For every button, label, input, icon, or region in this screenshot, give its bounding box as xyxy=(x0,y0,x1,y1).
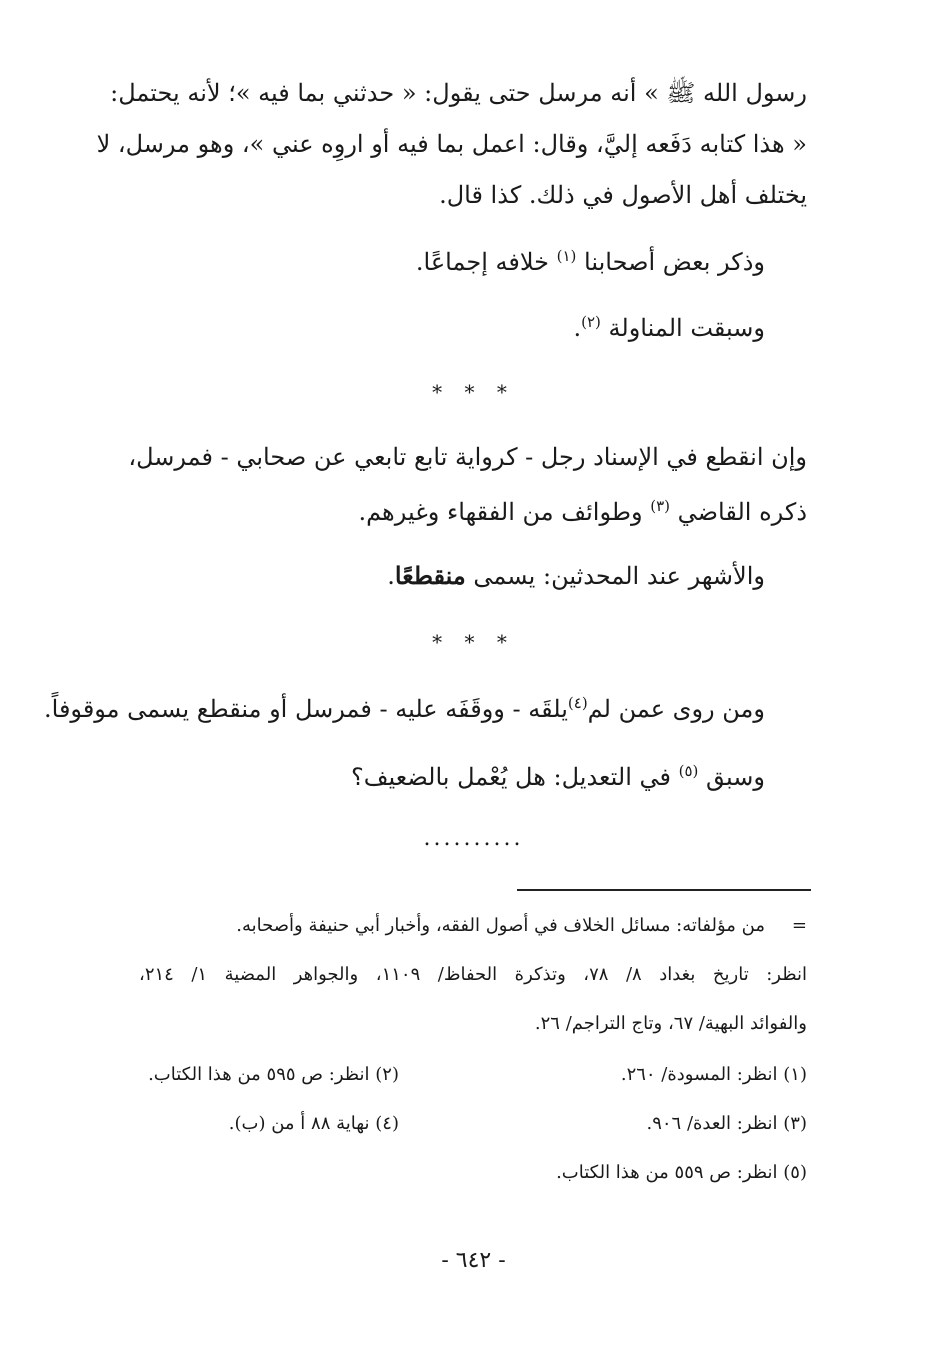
footnote-ref-2: (٢) xyxy=(581,313,601,331)
p4-text-after: وطوائف من الفقهاء وغيرهم. xyxy=(358,498,643,526)
body-paragraph-2 xyxy=(416,245,765,279)
body-paragraph-5 xyxy=(387,559,765,593)
footnote-rule xyxy=(517,889,811,891)
p7-text-before: وسبق xyxy=(706,763,765,791)
p4-text-before: ذكره القاضي xyxy=(677,498,807,526)
p2-text-before: وذكر بعض أصحابنا xyxy=(584,248,765,276)
section-separator-2: * * * xyxy=(432,630,515,654)
ellipsis-dots: .......... xyxy=(423,826,524,851)
body-line-2: « هذا كتابه دَفَعه إليَّ، وقال: اعمل بما فيه أو اروِه عني »، وهو مرسل، لا xyxy=(96,130,807,158)
p6-text-after: يلقَه - ووقَفَه عليه - فمرسل أو منقطع يسمى موقوفاً. xyxy=(44,695,568,723)
body-paragraph-3 xyxy=(573,311,765,345)
body-paragraph-4-line-1: وإن انقطع في الإسناد رجل - كرواية تابع تابعي عن صحابي - فمرسل، xyxy=(128,443,807,471)
footnote-ref-5: (٥) xyxy=(678,762,699,780)
p6-text-before: ومن روى عمن لم xyxy=(587,695,765,723)
footnote-cont-line-2: انظر: تاريخ بغداد ٨/ ٧٨، وتذكرة الحفاظ/ ١١٠٩، والجواهر المضية ١/ ٢١٤، xyxy=(139,964,808,985)
section-separator-1: * * * xyxy=(432,380,515,404)
p5-text-before: والأشهر عند المحدثين: يسمى xyxy=(473,562,765,590)
body-paragraph-6 xyxy=(44,692,765,726)
footnote-ref-1: (١) xyxy=(556,247,577,265)
footnote-1: (١) انظر: المسودة/ ٢٦٠. xyxy=(620,1064,807,1085)
p3-text-after: . xyxy=(573,314,582,342)
body-paragraph-7 xyxy=(351,760,765,794)
body-line-1: رسول الله ﷺ » أنه مرسل حتى يقول: « حدثني بما فيه »؛ لأنه يحتمل: xyxy=(110,79,807,107)
page-number: - ٦٤٢ - xyxy=(441,1248,506,1273)
footnote-cont-line-1: من مؤلفاته: مسائل الخلاف في أصول الفقه، وأخبار أبي حنيفة وأصحابه. xyxy=(236,915,765,936)
footnote-continuation-mark: = xyxy=(791,915,807,936)
footnote-3: (٣) انظر: العدة/ ٩٠٦. xyxy=(646,1113,807,1134)
footnote-ref-3: (٣) xyxy=(650,497,670,515)
p5-text-after: . xyxy=(387,562,395,590)
p2-text-after: خلافه إجماعًا. xyxy=(415,248,549,276)
footnote-2: (٢) انظر: ص ٥٩٥ من هذا الكتاب. xyxy=(148,1064,399,1085)
body-paragraph-4-line-2 xyxy=(358,495,807,529)
term-munqati: منقطعًا xyxy=(394,561,466,590)
body-line-3: يختلف أهل الأصول في ذلك. كذا قال. xyxy=(439,181,807,209)
footnote-ref-4: (٤) xyxy=(567,694,588,712)
p3-text-before: وسبقت المناولة xyxy=(608,314,765,342)
footnote-cont-line-3: والفوائد البهية/ ٦٧، وتاج التراجم/ ٢٦. xyxy=(534,1013,807,1034)
footnote-4: (٤) نهاية ٨٨ أ من (ب). xyxy=(228,1113,399,1134)
p7-text-after: في التعديل: هل يُعْمل بالضعيف؟ xyxy=(350,763,671,791)
footnote-5: (٥) انظر: ص ٥٥٩ من هذا الكتاب. xyxy=(556,1162,807,1183)
